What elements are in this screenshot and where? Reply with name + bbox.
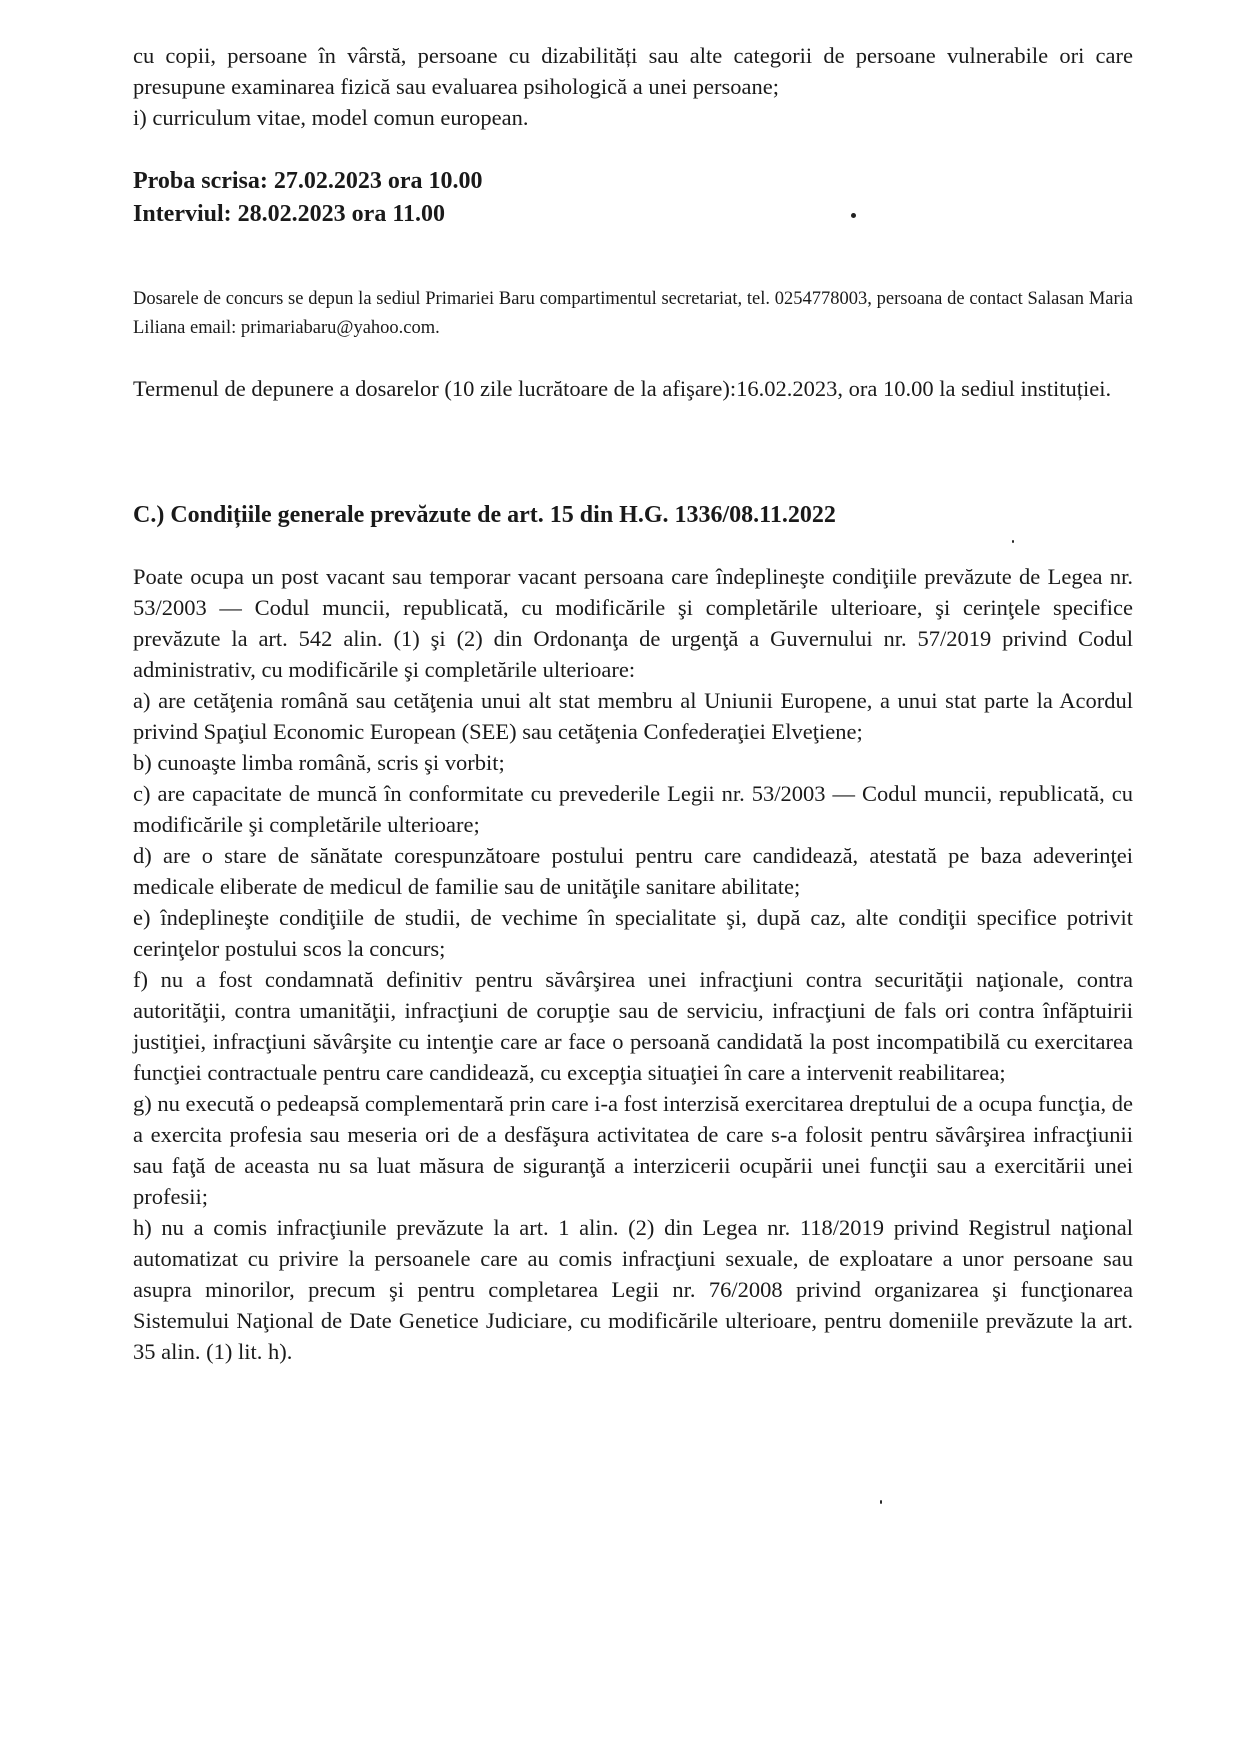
- intro-continuation: cu copii, persoane în vârstă, persoane cu dizabilități sau alte categorii de persoane vulnerabile ori care presupune examinarea fizică sau evaluarea psihologică a unei persoane;: [133, 43, 1133, 99]
- condition-h: h) nu a comis infracţiunile prevăzute la art. 1 alin. (2) din Legea nr. 118/2019 privind Registrul naţional automatizat cu privire la persoanele care au comis infracţiuni sexuale, de exploatare a unor persoane sau asupra minorilor, precum şi pentru completarea Legii nr. 76/2008 privind organizarea şi funcţionarea Sistemului Naţional de Date Genetice Judiciare, cu modificările ulterioare, pentru domeniile prevăzute la art. 35 alin. (1) lit. h).: [133, 1215, 1133, 1364]
- condition-e: e) îndeplineşte condiţiile de studii, de vechime în specialitate şi, după caz, alte condiţii specifice potrivit cerinţelor postului scos la concurs;: [133, 905, 1133, 961]
- requirement-i: i) curriculum vitae, model comun european.: [133, 105, 529, 130]
- condition-g: g) nu execută o pedeapsă complementară prin care i-a fost interzisă exercitarea dreptului de a ocupa funcţia, de a exercita profesia sau meseria ori de a desfăşura activitatea de care s-a folosit pentru săvârşirea infracţiunii sau faţă de aceasta nu sa luat măsura de siguranţă a interzicerii ocupării unei funcţii sau a exercitării unei profesii;: [133, 1091, 1133, 1209]
- interview-schedule: Interviul: 28.02.2023 ora 11.00: [133, 201, 445, 227]
- condition-f: f) nu a fost condamnată definitiv pentru săvârşirea unei infracţiuni contra securităţii naţionale, contra autorităţii, contra umanităţii, infracţiuni de corupţie sau de serviciu, infracţiuni de fals ori contra înfăptuirii justiţiei, infracţiuni săvârşite cu intenţie care ar face o persoană candidată la post incompatibilă cu exercitarea funcţiei contractuale pentru care candidează, cu excepţia situaţiei în care a intervenit reabilitarea;: [133, 967, 1133, 1085]
- condition-a: a) are cetăţenia română sau cetăţenia unui alt stat membru al Uniunii Europene, a unui stat parte la Acordul privind Spaţiul Economic European (SEE) sau cetăţenia Confederaţiei Elveţiene;: [133, 688, 1133, 744]
- scan-speck: [880, 1500, 882, 1504]
- section-c-title: C.) Condițiile generale prevăzute de art. 15 din H.G. 1336/08.11.2022: [133, 502, 836, 528]
- scan-speck: [1012, 540, 1014, 543]
- deadline-paragraph: Termenul de depunere a dosarelor (10 zile lucrătoare de la afişare):16.02.2023, ora 10.00 la sediul instituției.: [133, 376, 1112, 401]
- contact-paragraph: Dosarele de concurs se depun la sediul Primariei Baru compartimentul secretariat, tel. 0254778003, persoana de contact Salasan Maria Liliana email: primariabaru@yahoo.com.: [133, 289, 1133, 338]
- condition-b: b) cunoaşte limba română, scris şi vorbit;: [133, 750, 505, 775]
- written-test-schedule: Proba scrisa: 27.02.2023 ora 10.00: [133, 168, 483, 194]
- section-c-body: [133, 561, 1133, 1367]
- section-c-intro: Poate ocupa un post vacant sau temporar vacant persoana care îndeplineşte condiţiile prevăzute de Legea nr. 53/2003 — Codul muncii, republicată, cu modificările şi completările ulterioare, şi cerinţele specifice prevăzute la art. 542 alin. (1) şi (2) din Ordonanţa de urgenţă a Guvernului nr. 57/2019 privind Codul administrativ, cu modificările şi completările ulterioare:: [133, 564, 1133, 682]
- scan-speck: [851, 213, 856, 218]
- condition-d: d) are o stare de sănătate corespunzătoare postului pentru care candidează, atestată pe baza adeverinţei medicale eliberate de medicul de familie sau de unităţile sanitare abilitate;: [133, 843, 1133, 899]
- condition-c: c) are capacitate de muncă în conformitate cu prevederile Legii nr. 53/2003 — Codul muncii, republicată, cu modificările şi completările ulterioare;: [133, 781, 1133, 837]
